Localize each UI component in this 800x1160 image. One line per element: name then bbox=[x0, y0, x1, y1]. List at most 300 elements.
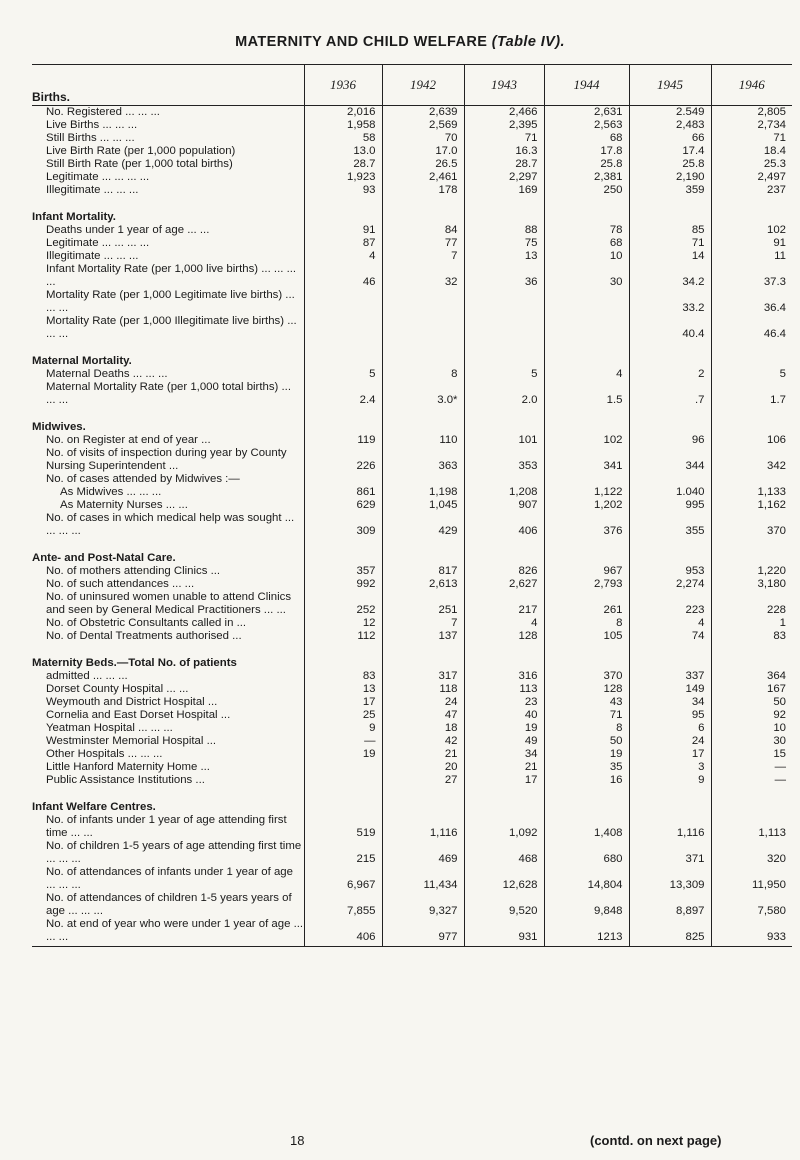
value-cell: 33.2 bbox=[629, 289, 711, 315]
row-label: No. of attendances of children 1-5 years years of age ... ... ... bbox=[46, 892, 292, 917]
table-row bbox=[32, 158, 792, 171]
table-row bbox=[32, 735, 792, 748]
value-cell: 92 bbox=[711, 709, 792, 722]
statistics-table bbox=[32, 64, 792, 947]
value-cell: 370 bbox=[544, 670, 629, 683]
value-cell: 47 bbox=[382, 709, 464, 722]
value-cell: 46.4 bbox=[711, 315, 792, 341]
value-cell: 25.8 bbox=[629, 158, 711, 171]
value-cell: 17 bbox=[629, 748, 711, 761]
year-header-row bbox=[32, 65, 792, 106]
row-label: Legitimate ... ... ... ... bbox=[46, 171, 150, 183]
value-cell: 2,274 bbox=[629, 578, 711, 591]
value-cell bbox=[544, 473, 629, 486]
value-cell: 2,461 bbox=[382, 171, 464, 184]
value-cell: 110 bbox=[382, 434, 464, 447]
value-cell: 355 bbox=[629, 512, 711, 538]
value-cell: 2.0 bbox=[464, 381, 544, 407]
empty-cell bbox=[382, 643, 464, 670]
value-cell: 2,395 bbox=[464, 119, 544, 132]
empty-cell bbox=[629, 407, 711, 434]
value-cell: 71 bbox=[629, 237, 711, 250]
value-cell: 9,848 bbox=[544, 892, 629, 918]
value-cell: 28.7 bbox=[464, 158, 544, 171]
value-cell: 24 bbox=[629, 735, 711, 748]
value-cell: 25 bbox=[304, 709, 382, 722]
empty-cell bbox=[304, 407, 382, 434]
value-cell: 17.4 bbox=[629, 145, 711, 158]
value-cell: 14 bbox=[629, 250, 711, 263]
value-cell: 680 bbox=[544, 840, 629, 866]
value-cell: 2,569 bbox=[382, 119, 464, 132]
value-cell: 7 bbox=[382, 617, 464, 630]
value-cell: 353 bbox=[464, 447, 544, 473]
row-label: As Midwives ... ... ... bbox=[60, 486, 162, 498]
empty-cell bbox=[544, 787, 629, 814]
value-cell bbox=[382, 473, 464, 486]
value-cell: 629 bbox=[304, 499, 382, 512]
value-cell: 68 bbox=[544, 237, 629, 250]
row-label: Deaths under 1 year of age ... ... bbox=[46, 224, 210, 236]
value-cell: 10 bbox=[711, 722, 792, 735]
value-cell: 825 bbox=[629, 918, 711, 947]
value-cell: 1.5 bbox=[544, 381, 629, 407]
value-cell: 316 bbox=[464, 670, 544, 683]
value-cell: 7,855 bbox=[304, 892, 382, 918]
table-row bbox=[32, 892, 792, 918]
value-cell: 1,202 bbox=[544, 499, 629, 512]
value-cell: 24 bbox=[382, 696, 464, 709]
empty-cell bbox=[629, 197, 711, 224]
value-cell: 102 bbox=[544, 434, 629, 447]
row-label: As Maternity Nurses ... ... bbox=[60, 499, 188, 511]
section-heading: Maternity Beds.—Total No. of patients bbox=[32, 657, 237, 669]
value-cell: 2,639 bbox=[382, 106, 464, 120]
value-cell: 8,897 bbox=[629, 892, 711, 918]
section-heading: Infant Welfare Centres. bbox=[32, 801, 156, 813]
value-cell: 21 bbox=[382, 748, 464, 761]
row-label: admitted ... ... ... bbox=[46, 670, 128, 682]
row-label: No. Registered ... ... ... bbox=[46, 106, 160, 118]
table-row bbox=[32, 119, 792, 132]
row-label: Live Birth Rate (per 1,000 population) bbox=[46, 145, 236, 157]
value-cell bbox=[711, 473, 792, 486]
value-cell: 250 bbox=[544, 184, 629, 197]
value-cell: 953 bbox=[629, 565, 711, 578]
value-cell: 70 bbox=[382, 132, 464, 145]
value-cell: 11,434 bbox=[382, 866, 464, 892]
value-cell: 71 bbox=[544, 709, 629, 722]
value-cell: 77 bbox=[382, 237, 464, 250]
table-row bbox=[32, 774, 792, 787]
value-cell: 1213 bbox=[544, 918, 629, 947]
table-row bbox=[32, 106, 792, 120]
value-cell: 2,483 bbox=[629, 119, 711, 132]
section-heading-row bbox=[32, 643, 792, 670]
value-cell: 178 bbox=[382, 184, 464, 197]
value-cell: 46 bbox=[304, 263, 382, 289]
value-cell: 11 bbox=[711, 250, 792, 263]
empty-cell bbox=[711, 643, 792, 670]
value-cell: 17.8 bbox=[544, 145, 629, 158]
value-cell bbox=[464, 473, 544, 486]
value-cell: 226 bbox=[304, 447, 382, 473]
value-cell: 1,220 bbox=[711, 565, 792, 578]
empty-cell bbox=[464, 341, 544, 368]
value-cell: 1,923 bbox=[304, 171, 382, 184]
empty-cell bbox=[544, 341, 629, 368]
value-cell: — bbox=[304, 735, 382, 748]
value-cell: 217 bbox=[464, 591, 544, 617]
value-cell: 32 bbox=[382, 263, 464, 289]
value-cell: 40 bbox=[464, 709, 544, 722]
table-row bbox=[32, 709, 792, 722]
empty-cell bbox=[544, 538, 629, 565]
value-cell: 25.8 bbox=[544, 158, 629, 171]
value-cell: 169 bbox=[464, 184, 544, 197]
value-cell: 261 bbox=[544, 591, 629, 617]
value-cell: 95 bbox=[629, 709, 711, 722]
value-cell: 14,804 bbox=[544, 866, 629, 892]
value-cell: 9,520 bbox=[464, 892, 544, 918]
table-row bbox=[32, 368, 792, 381]
value-cell: 1.7 bbox=[711, 381, 792, 407]
year-header: 1936 bbox=[304, 65, 382, 106]
value-cell: 84 bbox=[382, 224, 464, 237]
empty-cell bbox=[711, 197, 792, 224]
value-cell: 2,734 bbox=[711, 119, 792, 132]
value-cell: 1,198 bbox=[382, 486, 464, 499]
row-label: Dorset County Hospital ... ... bbox=[46, 683, 189, 695]
value-cell: — bbox=[711, 761, 792, 774]
table-row bbox=[32, 447, 792, 473]
row-label: Still Birth Rate (per 1,000 total births) bbox=[46, 158, 233, 170]
table-row bbox=[32, 499, 792, 512]
section-heading-row bbox=[32, 197, 792, 224]
row-label: Illegitimate ... ... ... bbox=[46, 184, 139, 196]
value-cell: 12,628 bbox=[464, 866, 544, 892]
table-row bbox=[32, 617, 792, 630]
value-cell: 50 bbox=[544, 735, 629, 748]
empty-cell bbox=[711, 407, 792, 434]
value-cell: 469 bbox=[382, 840, 464, 866]
value-cell: 3.0* bbox=[382, 381, 464, 407]
value-cell: 13 bbox=[464, 250, 544, 263]
value-cell: 23 bbox=[464, 696, 544, 709]
value-cell: 26.5 bbox=[382, 158, 464, 171]
value-cell: 1,408 bbox=[544, 814, 629, 840]
row-label: Weymouth and District Hospital ... bbox=[46, 696, 218, 708]
row-label: No. of such attendances ... ... bbox=[46, 578, 195, 590]
value-cell: 8 bbox=[382, 368, 464, 381]
table-reference: (Table IV). bbox=[491, 34, 565, 50]
value-cell: 1.040 bbox=[629, 486, 711, 499]
section-heading: Midwives. bbox=[32, 421, 86, 433]
table-row bbox=[32, 171, 792, 184]
empty-cell bbox=[464, 787, 544, 814]
value-cell bbox=[544, 289, 629, 315]
value-cell: 83 bbox=[711, 630, 792, 643]
value-cell: 113 bbox=[464, 683, 544, 696]
value-cell: 17.0 bbox=[382, 145, 464, 158]
row-label: Little Hanford Maternity Home ... bbox=[46, 761, 210, 773]
value-cell: 91 bbox=[711, 237, 792, 250]
value-cell: 406 bbox=[464, 512, 544, 538]
row-label: Maternal Deaths ... ... ... bbox=[46, 368, 168, 380]
value-cell: 967 bbox=[544, 565, 629, 578]
value-cell: 342 bbox=[711, 447, 792, 473]
value-cell: 429 bbox=[382, 512, 464, 538]
table-body bbox=[32, 106, 792, 947]
value-cell: 4 bbox=[464, 617, 544, 630]
year-header: 1943 bbox=[464, 65, 544, 106]
value-cell: 9 bbox=[629, 774, 711, 787]
value-cell: 2,466 bbox=[464, 106, 544, 120]
section-heading-row bbox=[32, 787, 792, 814]
value-cell: 2,497 bbox=[711, 171, 792, 184]
value-cell: 371 bbox=[629, 840, 711, 866]
value-cell: 2,016 bbox=[304, 106, 382, 120]
value-cell: 13,309 bbox=[629, 866, 711, 892]
row-label: Live Births ... ... ... bbox=[46, 119, 138, 131]
value-cell: 1,208 bbox=[464, 486, 544, 499]
table-row bbox=[32, 132, 792, 145]
value-cell: 13 bbox=[304, 683, 382, 696]
value-cell: 34.2 bbox=[629, 263, 711, 289]
table-row bbox=[32, 486, 792, 499]
value-cell: 106 bbox=[711, 434, 792, 447]
section-heading-row bbox=[32, 538, 792, 565]
empty-cell bbox=[382, 407, 464, 434]
table-row bbox=[32, 224, 792, 237]
table-row bbox=[32, 683, 792, 696]
value-cell bbox=[304, 473, 382, 486]
value-cell: 58 bbox=[304, 132, 382, 145]
empty-cell bbox=[382, 787, 464, 814]
table-row bbox=[32, 565, 792, 578]
value-cell bbox=[304, 774, 382, 787]
value-cell: 2,190 bbox=[629, 171, 711, 184]
value-cell: 36.4 bbox=[711, 289, 792, 315]
value-cell: 1,162 bbox=[711, 499, 792, 512]
value-cell: 71 bbox=[711, 132, 792, 145]
section-heading-row bbox=[32, 407, 792, 434]
value-cell: 21 bbox=[464, 761, 544, 774]
value-cell: 992 bbox=[304, 578, 382, 591]
value-cell: 1,133 bbox=[711, 486, 792, 499]
section-heading: Ante- and Post-Natal Care. bbox=[32, 552, 176, 564]
continued-note: (contd. on next page) bbox=[590, 1133, 722, 1148]
value-cell: .7 bbox=[629, 381, 711, 407]
value-cell: 977 bbox=[382, 918, 464, 947]
value-cell: 2.4 bbox=[304, 381, 382, 407]
table-row bbox=[32, 289, 792, 315]
row-label: No. of cases in which medical help was sought ... ... ... ... bbox=[46, 512, 295, 537]
value-cell: 50 bbox=[711, 696, 792, 709]
value-cell: 71 bbox=[464, 132, 544, 145]
value-cell: 9,327 bbox=[382, 892, 464, 918]
value-cell: 118 bbox=[382, 683, 464, 696]
value-cell: 36 bbox=[464, 263, 544, 289]
value-cell bbox=[304, 761, 382, 774]
value-cell: 167 bbox=[711, 683, 792, 696]
value-cell: 817 bbox=[382, 565, 464, 578]
value-cell: 1,116 bbox=[382, 814, 464, 840]
value-cell: 35 bbox=[544, 761, 629, 774]
table-row bbox=[32, 696, 792, 709]
value-cell: 30 bbox=[544, 263, 629, 289]
value-cell: 13.0 bbox=[304, 145, 382, 158]
value-cell: 931 bbox=[464, 918, 544, 947]
empty-cell bbox=[382, 341, 464, 368]
value-cell: 2,297 bbox=[464, 171, 544, 184]
value-cell: 119 bbox=[304, 434, 382, 447]
table-row bbox=[32, 315, 792, 341]
section-heading: Maternal Mortality. bbox=[32, 355, 132, 367]
value-cell: 6 bbox=[629, 722, 711, 735]
value-cell: 252 bbox=[304, 591, 382, 617]
value-cell: 376 bbox=[544, 512, 629, 538]
row-label: Westminster Memorial Hospital ... bbox=[46, 735, 217, 747]
empty-cell bbox=[304, 787, 382, 814]
value-cell: 19 bbox=[304, 748, 382, 761]
table-row bbox=[32, 761, 792, 774]
value-cell: 83 bbox=[304, 670, 382, 683]
value-cell: 363 bbox=[382, 447, 464, 473]
value-cell: 519 bbox=[304, 814, 382, 840]
value-cell: 87 bbox=[304, 237, 382, 250]
value-cell: 2,793 bbox=[544, 578, 629, 591]
value-cell: 128 bbox=[544, 683, 629, 696]
value-cell: 344 bbox=[629, 447, 711, 473]
value-cell: 9 bbox=[304, 722, 382, 735]
value-cell bbox=[464, 289, 544, 315]
value-cell: 406 bbox=[304, 918, 382, 947]
table-row bbox=[32, 578, 792, 591]
empty-cell bbox=[464, 643, 544, 670]
value-cell: 1,122 bbox=[544, 486, 629, 499]
empty-cell bbox=[544, 643, 629, 670]
table-row bbox=[32, 748, 792, 761]
value-cell bbox=[382, 289, 464, 315]
year-header: 1942 bbox=[382, 65, 464, 106]
value-cell: 1,092 bbox=[464, 814, 544, 840]
value-cell: — bbox=[711, 774, 792, 787]
section-heading: Births. bbox=[32, 65, 304, 106]
value-cell: 337 bbox=[629, 670, 711, 683]
value-cell: 4 bbox=[544, 368, 629, 381]
value-cell: 1,113 bbox=[711, 814, 792, 840]
row-label: No. of Obstetric Consultants called in ... bbox=[46, 617, 247, 629]
row-label: Still Births ... ... ... bbox=[46, 132, 135, 144]
row-label: No. of attendances of infants under 1 year of age ... ... ... bbox=[46, 866, 293, 891]
value-cell: 907 bbox=[464, 499, 544, 512]
value-cell: 3 bbox=[629, 761, 711, 774]
table-row bbox=[32, 512, 792, 538]
section-heading: Infant Mortality. bbox=[32, 211, 116, 223]
value-cell bbox=[304, 315, 382, 341]
value-cell: 40.4 bbox=[629, 315, 711, 341]
value-cell: 19 bbox=[544, 748, 629, 761]
value-cell: 30 bbox=[711, 735, 792, 748]
value-cell: 8 bbox=[544, 617, 629, 630]
section-heading-row bbox=[32, 341, 792, 368]
value-cell: 3,180 bbox=[711, 578, 792, 591]
value-cell: 341 bbox=[544, 447, 629, 473]
value-cell: 11,950 bbox=[711, 866, 792, 892]
value-cell: 215 bbox=[304, 840, 382, 866]
value-cell: 6,967 bbox=[304, 866, 382, 892]
table-row bbox=[32, 630, 792, 643]
value-cell: 370 bbox=[711, 512, 792, 538]
value-cell: 2,631 bbox=[544, 106, 629, 120]
value-cell: 861 bbox=[304, 486, 382, 499]
value-cell: 43 bbox=[544, 696, 629, 709]
empty-cell bbox=[629, 341, 711, 368]
empty-cell bbox=[464, 538, 544, 565]
value-cell: 18.4 bbox=[711, 145, 792, 158]
row-label: Mortality Rate (per 1,000 Illegitimate live births) ... ... ... bbox=[46, 315, 297, 340]
value-cell: 357 bbox=[304, 565, 382, 578]
table-row bbox=[32, 670, 792, 683]
empty-cell bbox=[382, 538, 464, 565]
value-cell: 251 bbox=[382, 591, 464, 617]
value-cell: 826 bbox=[464, 565, 544, 578]
value-cell: 2,381 bbox=[544, 171, 629, 184]
value-cell: 105 bbox=[544, 630, 629, 643]
value-cell: 68 bbox=[544, 132, 629, 145]
value-cell: 320 bbox=[711, 840, 792, 866]
value-cell: 4 bbox=[629, 617, 711, 630]
value-cell: 42 bbox=[382, 735, 464, 748]
value-cell: 74 bbox=[629, 630, 711, 643]
row-label: Maternal Mortality Rate (per 1,000 total births) ... ... ... bbox=[46, 381, 291, 406]
row-label: No. of children 1-5 years of age attending first time ... ... ... bbox=[46, 840, 302, 865]
value-cell: 93 bbox=[304, 184, 382, 197]
value-cell: 1,958 bbox=[304, 119, 382, 132]
row-label: No. of cases attended by Midwives :— bbox=[46, 473, 240, 485]
empty-cell bbox=[304, 538, 382, 565]
table-row bbox=[32, 250, 792, 263]
empty-cell bbox=[711, 787, 792, 814]
value-cell: 359 bbox=[629, 184, 711, 197]
empty-cell bbox=[382, 197, 464, 224]
value-cell: 101 bbox=[464, 434, 544, 447]
value-cell: 995 bbox=[629, 499, 711, 512]
value-cell: 364 bbox=[711, 670, 792, 683]
row-label: Infant Mortality Rate (per 1,000 live births) ... ... ... ... bbox=[46, 263, 297, 288]
empty-cell bbox=[629, 643, 711, 670]
value-cell: 7,580 bbox=[711, 892, 792, 918]
value-cell: 34 bbox=[629, 696, 711, 709]
table-row bbox=[32, 722, 792, 735]
empty-cell bbox=[464, 197, 544, 224]
page-number: 18 bbox=[290, 1133, 305, 1148]
value-cell: 223 bbox=[629, 591, 711, 617]
year-header: 1946 bbox=[711, 65, 792, 106]
value-cell: 25.3 bbox=[711, 158, 792, 171]
value-cell: 1,045 bbox=[382, 499, 464, 512]
value-cell: 2,613 bbox=[382, 578, 464, 591]
value-cell: 237 bbox=[711, 184, 792, 197]
value-cell: 91 bbox=[304, 224, 382, 237]
empty-cell bbox=[304, 341, 382, 368]
empty-cell bbox=[711, 341, 792, 368]
value-cell: 1,116 bbox=[629, 814, 711, 840]
value-cell: 933 bbox=[711, 918, 792, 947]
row-label: No. at end of year who were under 1 year of age ... ... ... bbox=[32, 918, 304, 947]
value-cell: 8 bbox=[544, 722, 629, 735]
